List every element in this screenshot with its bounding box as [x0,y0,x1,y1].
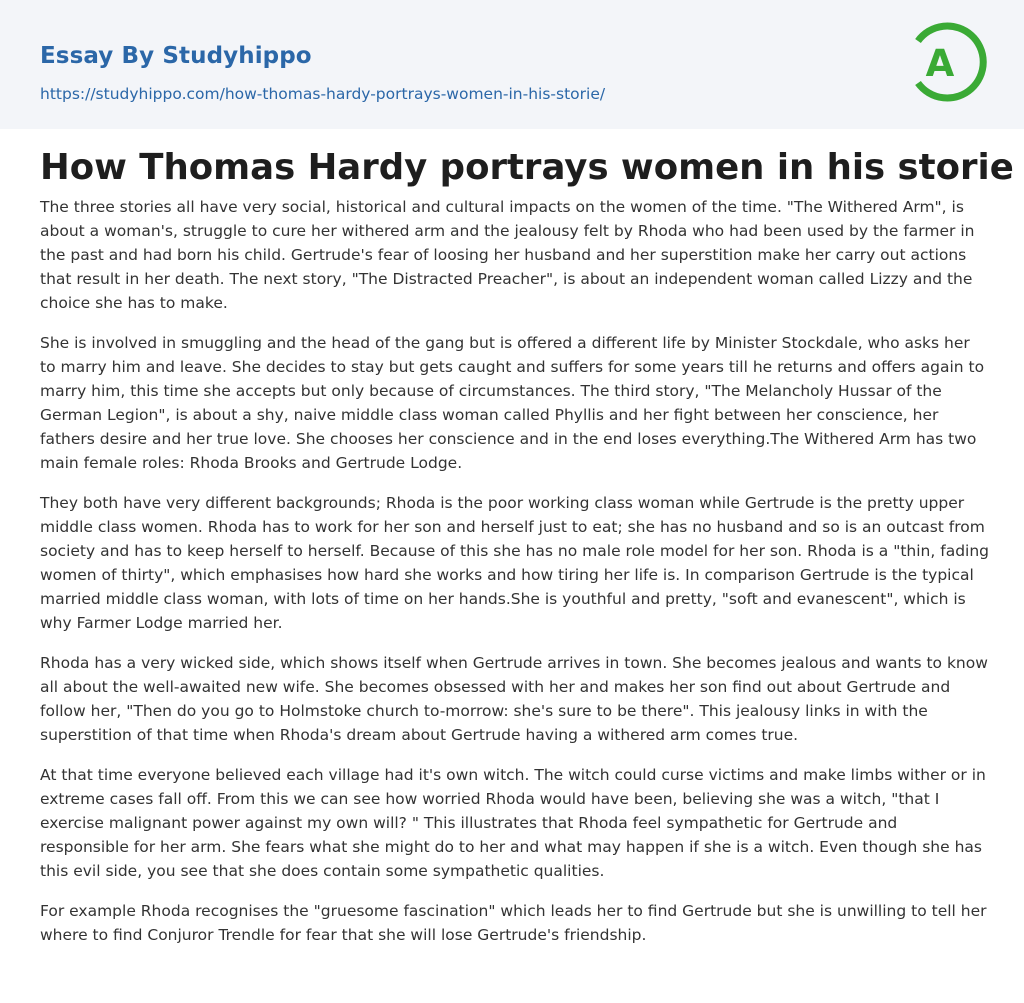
page-header [0,0,1024,129]
article-body [40,195,990,963]
studyhippo-logo[interactable] [908,18,988,106]
article-paragraph: For example Rhoda recognises the "gruesome fascination" which leads her to find Gertrude but she is unwilling to tell her where to find Conjuror Trendle for fear that she will lose Gertrude's friendship. [40,902,987,944]
article-paragraph: Rhoda has a very wicked side, which shows itself when Gertrude arrives in town. She becomes jealous and wants to know all about the well-awaited new wife. She becomes obsessed with her and makes her son find out about Gertrude and follow her, "Then do you go to Holmstoke church to-morrow: she's sure to be there". This jealousy links in with the superstition of that time when Rhoda's dream about Gertrude having a withered arm comes true. [40,654,988,744]
essay-url-link[interactable]: https://studyhippo.com/how-thomas-hardy-portrays-women-in-his-storie/ [40,85,606,103]
article-paragraph: They both have very different backgrounds; Rhoda is the poor working class woman while Gertrude is the pretty upper middle class women. Rhoda has to work for her son and herself just to eat; she has no husband and so is an outcast from society and has to keep herself to herself. Because of this she has no male role model for her son. Rhoda is a "thin, fading women of thirty", which emphasises how hard she works and how tiring her life is. In comparison Gertrude is the typical married middle class woman, with lots of time on her hands.She is youthful and pretty, "soft and evanescent", which is why Farmer Lodge married her. [40,494,989,632]
site-brand: Essay By Studyhippo [40,43,312,69]
article-title: How Thomas Hardy portrays women in his storie [40,147,1014,188]
article-paragraph: At that time everyone believed each village had it's own witch. The witch could curse victims and make limbs wither or in extreme cases fall off. From this we can see how worried Rhoda would have been, believing she was a witch, "that I exercise malignant power against my own will? " This illustrates that Rhoda feel sympathetic for Gertrude and responsible for her arm. She fears what she might do to her and what may happen if she is a witch. Even though she has this evil side, you see that she does contain some sympathetic qualities. [40,766,986,880]
article-paragraph: The three stories all have very social, historical and cultural impacts on the women of the time. "The Withered Arm", is about a woman's, struggle to cure her withered arm and the jealousy felt by Rhoda who had been used by the farmer in the past and had born his child. Gertrude's fear of loosing her husband and her superstition make her carry out actions that result in her death. The next story, "The Distracted Preacher", is about an independent woman called Lizzy and the choice she has to make. [40,198,975,312]
logo-letter: A [925,42,955,85]
article-paragraph: She is involved in smuggling and the head of the gang but is offered a different life by Minister Stockdale, who asks her to marry him and leave. She decides to stay but gets caught and suffers for some years till he returns and offers again to marry him, this time she accepts but only because of circumstances. The third story, "The Melancholy Hussar of the German Legion", is about a shy, naive middle class woman called Phyllis and her fight between her conscience, her fathers desire and her true love. She chooses her conscience and in the end loses everything.The Withered Arm has two main female roles: Rhoda Brooks and Gertrude Lodge. [40,334,985,472]
